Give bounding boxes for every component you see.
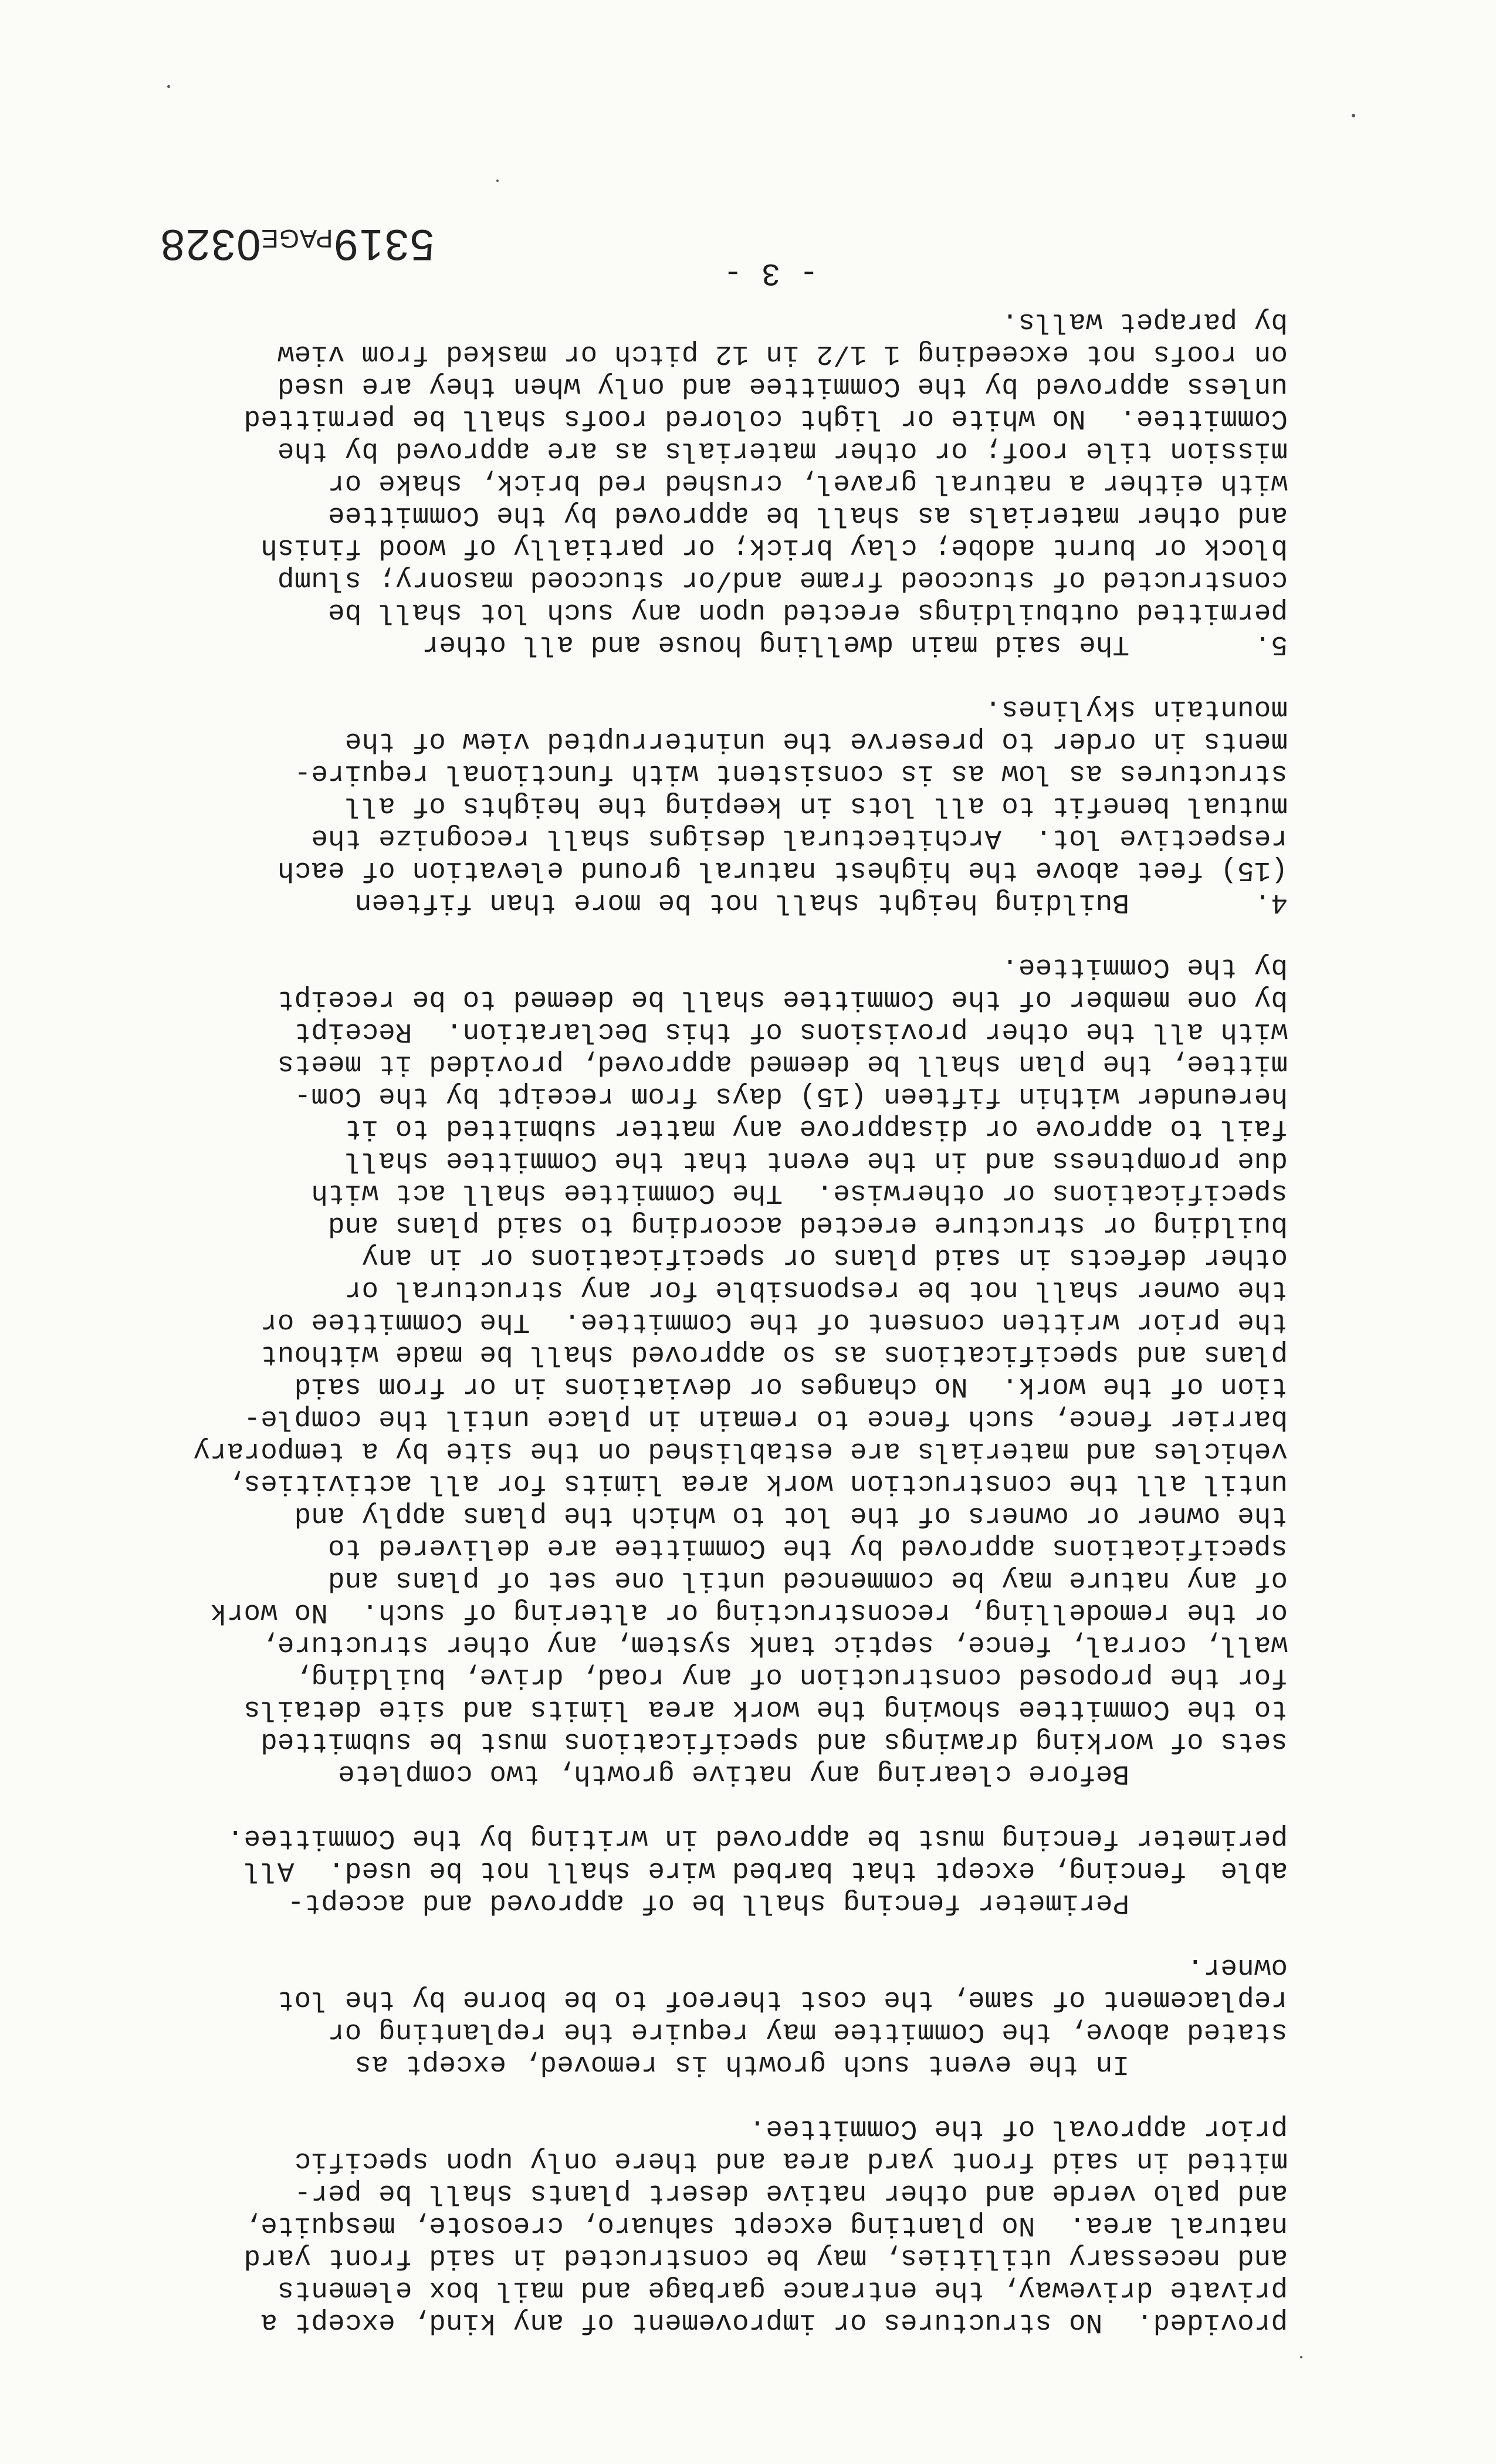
text-line: of any nature may be commenced until one set of plans and (327, 1564, 1288, 1596)
paragraph-growth-removal (179, 1951, 1288, 2080)
text-line: building or structure erected according to said plans and (327, 1209, 1288, 1241)
text-line: by parapet walls. (1001, 306, 1288, 337)
text-line: vehicles and materials are established on the site by a temporary (193, 1435, 1288, 1467)
text-line: prior approval of the Committee. (749, 2113, 1288, 2144)
scan-speck (496, 180, 499, 182)
page-label: PAGE (260, 224, 333, 253)
text-line: the owner shall not be responsible for any structural or (344, 1274, 1288, 1305)
page-number: - 3 - (723, 255, 818, 290)
text-line: block or burnt adobe; clay brick; or partially of wood finish (260, 532, 1288, 563)
text-line: fail to approve or disapprove any matter submitted to it (344, 1112, 1288, 1144)
scan-speck (167, 85, 170, 88)
text-line: The said main dwelling house and all other (422, 628, 1129, 660)
text-line: plans and specifications as so approved shall be made without (260, 1338, 1288, 1370)
text-line: permitted outbuildings erected upon any such lot shall be (327, 596, 1288, 628)
text-line: Before clearing any native growth, two complete (337, 1758, 1129, 1789)
text-line: other defects in said plans or specifications or in any (361, 1241, 1288, 1273)
text-line: with either a natural gravel, crushed red brick, shake or (327, 467, 1288, 499)
text-line: able fencing, except that barbed wire shall not be used. All (243, 1854, 1288, 1886)
text-line: mittee, the plan shall be deemed approved, provided it meets (277, 1048, 1288, 1079)
text-line: due promptness and in the event that the Committee shall (344, 1145, 1288, 1176)
text-line: on roofs not exceeding 1 1/2 in 12 pitch or masked from view (277, 338, 1288, 370)
text-line: sets of working drawings and specifications must be submitted (260, 1725, 1288, 1757)
text-line: constructed of stuccoed frame and/or stuccoed masonry; slump (277, 564, 1288, 595)
text-line: hereunder within fifteen (15) days from receipt by the Com- (294, 1080, 1288, 1112)
text-line: and palo verde and other native desert plants shall be per- (294, 2177, 1288, 2209)
text-line: wall, corral, fence, septic tank system, any other structure, (260, 1629, 1288, 1660)
text-line: stated above, the Committee may require the replanting or (327, 2016, 1288, 2047)
text-line: perimeter fencing must be approved in writing by the Committee. (226, 1822, 1288, 1854)
section-number: 4. (1254, 886, 1288, 918)
text-line: tion of the work. No changes or deviations in or from said (294, 1370, 1288, 1402)
section-4-building-height (179, 692, 1288, 918)
text-line: provided. No structures or improvement of any kind, except a (260, 2306, 1288, 2338)
text-line: owner. (1186, 1951, 1288, 1983)
text-line: specifications or otherwise. The Committee shall act with (311, 1177, 1288, 1209)
text-line: until all the construction work area limits for all activities, (226, 1467, 1288, 1499)
text-line: structures as low as is consistent with functional require- (294, 757, 1288, 789)
text-line: or the remodelling, reconstructing or altering of such. No work (209, 1596, 1288, 1628)
text-line: natural area. No planting except sahuaro, creosote, mesquite, (243, 2209, 1288, 2241)
paragraph-working-drawings (179, 950, 1288, 1789)
text-line: mitted in said front yard area and there only upon specific (294, 2145, 1288, 2177)
text-line: by one member of the Committee shall be deemed to be receipt (277, 983, 1288, 1015)
scan-speck (1300, 2356, 1302, 2358)
text-line: with all the other provisions of this Declaration. Receipt (294, 1016, 1288, 1047)
text-line: Building height shall not be more than fifteen (354, 886, 1129, 918)
text-line: mission tile roof; or other materials as are approved by the (277, 435, 1288, 466)
paragraph-perimeter-fencing (179, 1822, 1288, 1918)
text-line: (15) feet above the highest natural ground elevation of each (277, 854, 1288, 886)
section-5-construction-materials (179, 305, 1288, 660)
book-page-stamp (160, 220, 434, 270)
text-line: for the proposed construction of any road, drive, building, (294, 1661, 1288, 1693)
text-line: Perimeter fencing shall be of approved and accept- (287, 1887, 1129, 1918)
text-line: Committee. No white or light colored roofs shall be permitted (243, 402, 1288, 434)
text-line: mutual benefit to all lots in keeping the heights of all (344, 790, 1288, 821)
page-code: 0328 (159, 221, 261, 269)
book-number: 5319 (333, 221, 434, 269)
section-number: 5. (1254, 628, 1288, 660)
text-line: unless approved by the Committee and only when they are used (277, 370, 1288, 402)
text-line: mountain skylines. (984, 693, 1288, 725)
text-line: barrier fence, such fence to remain in place until the comple- (243, 1403, 1288, 1434)
text-line: respective lot. Architectural designs shall recognize the (311, 822, 1288, 854)
text-line: replacement of same, the cost thereof to be borne by the lot (277, 1984, 1288, 2015)
text-line: specifications approved by the Committee are delivered to (327, 1532, 1288, 1563)
paragraph-front-yard (179, 2112, 1288, 2338)
text-line: and necessary utilities, may be constructed in said front yard (243, 2242, 1288, 2273)
text-line: and other materials as shall be approved by the Committee (327, 499, 1288, 531)
document-body (179, 273, 1288, 2338)
text-line: to the Committee showing the work area limits and site details (243, 1693, 1288, 1725)
text-line: private driveway, the entrance garbage and mail box elements (277, 2274, 1288, 2306)
text-line: the prior written consent of the Committee. The Committee or (260, 1306, 1288, 1338)
scan-speck (1352, 114, 1355, 117)
text-line: ments in order to preserve the uninterrupted view of the (344, 725, 1288, 757)
text-line: by the Committee. (1001, 951, 1288, 983)
text-line: In the event such growth is removed, except as (354, 2048, 1129, 2080)
text-line: the owner or owners of the lot to which the plans apply and (294, 1500, 1288, 1531)
